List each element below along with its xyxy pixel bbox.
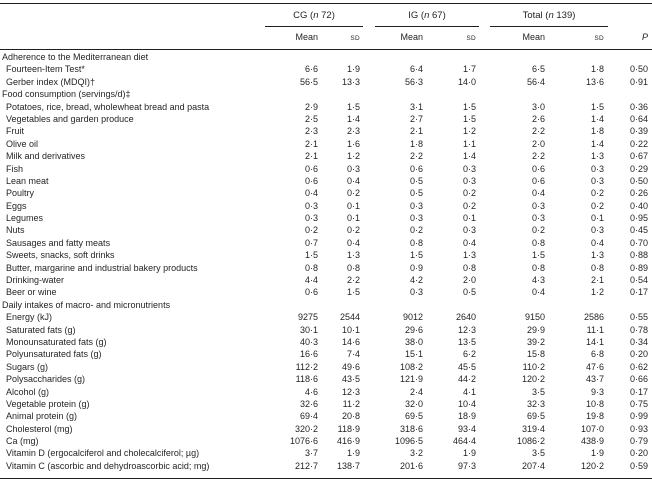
row-label: Sugars (g) <box>6 361 49 372</box>
cell-ig-sd: 0·8 <box>462 262 476 273</box>
cell-p-value: 0·39 <box>629 126 648 137</box>
row-label: Cholesterol (mg) <box>6 423 73 434</box>
cell-ig-mean: 0·9 <box>409 262 423 273</box>
cell-total-mean: 4·3 <box>531 275 545 286</box>
cell-ig-mean: 56·3 <box>404 76 423 87</box>
row-label: Lean meat <box>6 175 49 186</box>
cell-total-mean: 120·2 <box>521 374 545 385</box>
row-label: Fourteen-Item Test* <box>6 64 85 75</box>
cell-p-value: 0·17 <box>629 287 648 298</box>
cell-cg-mean: 56·5 <box>299 76 318 87</box>
cell-total-sd: 0·4 <box>590 237 604 248</box>
row-label: Poultry <box>6 188 35 199</box>
cell-cg-sd: 0·1 <box>346 200 360 211</box>
cell-total-mean: 0·4 <box>531 188 545 199</box>
cell-cg-sd: 2·3 <box>346 126 360 137</box>
cell-cg-sd: 7·4 <box>346 349 360 360</box>
cell-total-mean: 0·3 <box>531 200 545 211</box>
row-label: Polyunsaturated fats (g) <box>6 349 102 360</box>
cell-total-sd: 1·8 <box>590 64 604 75</box>
cell-p-value: 0·34 <box>629 336 648 347</box>
cell-ig-mean: 318·6 <box>399 423 423 434</box>
cell-cg-sd: 0·2 <box>346 225 360 236</box>
cell-ig-mean: 0·3 <box>409 287 423 298</box>
cell-p-value: 0·75 <box>629 398 648 409</box>
cell-total-sd: 1·4 <box>590 113 604 124</box>
cell-ig-sd: 10·4 <box>457 398 476 409</box>
cell-total-sd: 1·9 <box>590 448 604 459</box>
cell-cg-sd: 1·5 <box>346 287 360 298</box>
cell-cg-mean: 2·5 <box>304 113 318 124</box>
cell-total-sd: 19·8 <box>585 411 604 422</box>
cell-ig-mean: 0·6 <box>409 163 423 174</box>
cell-ig-sd: 1·3 <box>462 250 476 261</box>
cell-cg-mean: 320·2 <box>294 423 318 434</box>
cell-cg-sd: 0·3 <box>346 163 360 174</box>
cell-cg-sd: 1·9 <box>346 64 360 75</box>
cell-total-mean: 39·2 <box>526 336 545 347</box>
cell-ig-sd: 0·5 <box>462 287 476 298</box>
group-header-cg: CG (n 72) <box>293 10 335 21</box>
cell-total-sd: 0·3 <box>590 225 604 236</box>
cell-cg-sd: 0·4 <box>346 237 360 248</box>
cell-total-mean: 3·5 <box>531 386 545 397</box>
cell-cg-mean: 2·3 <box>304 126 318 137</box>
cell-p-value: 0·50 <box>629 175 648 186</box>
row-label: Sweets, snacks, soft drinks <box>6 250 115 261</box>
cell-total-sd: 6·8 <box>590 349 604 360</box>
cell-p-value: 0·17 <box>629 386 648 397</box>
cell-total-sd: 43·7 <box>585 374 604 385</box>
cell-ig-sd: 1·7 <box>462 64 476 75</box>
sd-header-total: SD <box>594 35 604 42</box>
cell-p-value: 0·78 <box>629 324 648 335</box>
cell-total-mean: 110·2 <box>522 361 545 372</box>
cell-cg-sd: 138·7 <box>336 460 360 471</box>
row-label: Alcohol (g) <box>6 386 50 397</box>
cell-total-sd: 0·1 <box>590 213 604 224</box>
cell-ig-sd: 13·5 <box>457 336 476 347</box>
cell-total-mean: 2·2 <box>531 126 545 137</box>
cell-cg-sd: 11·2 <box>342 398 360 409</box>
cell-total-mean: 2·2 <box>531 151 545 162</box>
cell-ig-mean: 6·4 <box>409 64 423 75</box>
row-label: Fish <box>6 163 24 174</box>
cell-cg-mean: 69·4 <box>299 411 318 422</box>
cell-ig-mean: 3·1 <box>409 101 423 112</box>
cell-cg-mean: 4·4 <box>304 275 318 286</box>
cell-total-sd: 2·1 <box>590 275 604 286</box>
cell-ig-sd: 1·5 <box>462 101 476 112</box>
row-label: Olive oil <box>6 138 39 149</box>
cell-cg-sd: 416·9 <box>336 436 360 447</box>
cell-total-mean: 9150 <box>524 312 545 323</box>
cell-total-sd: 1·8 <box>590 126 604 137</box>
row-label: Vegetables and garden produce <box>6 113 134 124</box>
cell-cg-mean: 3·7 <box>304 448 318 459</box>
cell-total-mean: 319·4 <box>521 423 545 434</box>
cell-cg-sd: 12·3 <box>341 386 360 397</box>
cell-cg-mean: 0·3 <box>304 213 318 224</box>
cell-ig-mean: 0·3 <box>409 213 423 224</box>
cell-ig-sd: 93·4 <box>457 423 476 434</box>
cell-cg-mean: 0·3 <box>304 200 318 211</box>
cell-ig-sd: 1·4 <box>462 151 476 162</box>
cell-ig-sd: 6·2 <box>462 349 476 360</box>
cell-total-sd: 0·2 <box>590 200 604 211</box>
cell-cg-mean: 0·6 <box>304 287 318 298</box>
cell-p-value: 0·55 <box>629 312 648 323</box>
row-label: Polysaccharides (g) <box>6 374 86 385</box>
cell-ig-sd: 44·2 <box>457 374 476 385</box>
cell-ig-mean: 2·1 <box>409 126 423 137</box>
cell-total-mean: 0·6 <box>531 163 545 174</box>
cell-total-sd: 0·3 <box>590 163 604 174</box>
cell-p-value: 0·45 <box>629 225 648 236</box>
cell-p-value: 0·89 <box>629 262 648 273</box>
cell-total-mean: 15·8 <box>526 349 545 360</box>
cell-total-sd: 10·8 <box>585 398 604 409</box>
cell-p-value: 0·50 <box>629 64 648 75</box>
cell-ig-sd: 1·2 <box>462 126 476 137</box>
cell-ig-mean: 2·2 <box>409 151 423 162</box>
cell-total-mean: 0·8 <box>531 237 545 248</box>
cell-cg-sd: 0·1 <box>346 213 360 224</box>
cell-p-value: 0·99 <box>629 411 648 422</box>
cell-p-value: 0·64 <box>629 113 648 124</box>
cell-total-sd: 9·3 <box>590 386 604 397</box>
cell-ig-sd: 0·2 <box>462 188 476 199</box>
cell-ig-mean: 4·2 <box>409 275 423 286</box>
cell-cg-sd: 2·2 <box>346 275 360 286</box>
cell-p-value: 0·66 <box>629 374 648 385</box>
cell-p-value: 0·95 <box>629 213 648 224</box>
cell-cg-mean: 6·6 <box>304 64 318 75</box>
cell-p-value: 0·79 <box>629 436 648 447</box>
cell-p-value: 0·70 <box>629 237 648 248</box>
cell-ig-sd: 0·4 <box>462 237 476 248</box>
sd-header-ig: SD <box>466 35 476 42</box>
cell-ig-mean: 29·6 <box>404 324 423 335</box>
cell-total-sd: 11·1 <box>586 324 604 335</box>
cell-total-sd: 0·3 <box>590 175 604 186</box>
row-label: Vitamin D (ergocalciferol and cholecalciferol; µg) <box>6 448 200 459</box>
cell-total-sd: 0·2 <box>590 188 604 199</box>
cell-cg-mean: 2·1 <box>304 151 318 162</box>
mean-header-total: Mean <box>522 32 545 42</box>
row-label: Fruit <box>6 126 24 137</box>
cell-ig-mean: 2·7 <box>409 113 423 124</box>
cell-total-sd: 0·8 <box>590 262 604 273</box>
cell-p-value: 0·91 <box>629 76 648 87</box>
cell-total-sd: 1·5 <box>590 101 604 112</box>
cell-total-sd: 2586 <box>583 312 604 323</box>
p-value-header: P <box>641 32 648 42</box>
row-label: Potatoes, rice, bread, wholewheat bread and pasta <box>6 101 210 112</box>
cell-ig-mean: 2·4 <box>409 386 423 397</box>
cell-cg-sd: 118·9 <box>337 423 360 434</box>
cell-total-sd: 13·6 <box>585 76 604 87</box>
group-rule-ig <box>375 26 479 27</box>
row-label: Eggs <box>6 200 27 211</box>
cell-ig-sd: 0·3 <box>462 163 476 174</box>
cell-cg-sd: 10·1 <box>341 324 360 335</box>
cell-p-value: 0·67 <box>629 151 648 162</box>
row-label: Monounsaturated fats (g) <box>6 336 107 347</box>
cell-ig-sd: 0·3 <box>462 225 476 236</box>
cell-total-mean: 0·8 <box>531 262 545 273</box>
cell-total-mean: 6·5 <box>531 64 545 75</box>
cell-cg-sd: 0·4 <box>346 175 360 186</box>
cell-p-value: 0·36 <box>629 101 648 112</box>
cell-total-mean: 3·0 <box>531 101 545 112</box>
section-heading: Adherence to the Mediterranean diet <box>2 52 149 62</box>
cell-cg-mean: 4·6 <box>304 386 318 397</box>
cell-cg-sd: 1·5 <box>346 101 360 112</box>
cell-p-value: 0·88 <box>629 250 648 261</box>
cell-total-mean: 1·5 <box>531 250 545 261</box>
sd-header-cg: SD <box>350 35 360 42</box>
cell-p-value: 0·29 <box>629 163 648 174</box>
cell-total-mean: 0·3 <box>531 213 545 224</box>
cell-cg-sd: 1·9 <box>346 448 360 459</box>
row-label: Nuts <box>6 225 25 236</box>
cell-cg-mean: 16·6 <box>299 349 318 360</box>
cell-total-mean: 1086·2 <box>516 436 545 447</box>
cell-cg-mean: 0·8 <box>304 262 318 273</box>
group-rule-cg <box>265 26 363 27</box>
cell-p-value: 0·26 <box>629 188 648 199</box>
cell-cg-sd: 1·3 <box>346 250 360 261</box>
row-label: Butter, margarine and industrial bakery products <box>6 262 198 273</box>
table-bottom-rule <box>0 478 652 479</box>
cell-ig-mean: 0·3 <box>409 200 423 211</box>
cell-cg-sd: 20·8 <box>341 411 360 422</box>
cell-total-sd: 438·9 <box>580 436 604 447</box>
row-label: Vitamin C (ascorbic and dehydroascorbic acid; mg) <box>6 460 210 471</box>
cell-total-mean: 32·3 <box>526 398 545 409</box>
row-label: Beer or wine <box>6 287 57 298</box>
cell-total-mean: 207·4 <box>521 460 545 471</box>
row-label: Sausages and fatty meats <box>6 237 111 248</box>
cell-total-sd: 107·0 <box>580 423 604 434</box>
cell-total-mean: 0·6 <box>531 175 545 186</box>
cell-total-sd: 1·2 <box>590 287 604 298</box>
cell-p-value: 0·22 <box>629 138 648 149</box>
cell-ig-mean: 201·6 <box>399 460 423 471</box>
cell-cg-mean: 0·6 <box>304 163 318 174</box>
cell-ig-sd: 97·3 <box>457 460 476 471</box>
cell-ig-mean: 108·2 <box>399 361 423 372</box>
cell-total-mean: 2·6 <box>531 113 545 124</box>
cell-ig-mean: 0·5 <box>409 175 423 186</box>
cell-ig-sd: 2640 <box>455 312 476 323</box>
cell-total-sd: 47·6 <box>585 361 604 372</box>
cell-total-mean: 3·5 <box>531 448 545 459</box>
cell-total-mean: 0·2 <box>531 225 545 236</box>
cell-cg-sd: 0·8 <box>346 262 360 273</box>
cell-ig-sd: 45·5 <box>457 361 476 372</box>
row-label: Saturated fats (g) <box>6 324 76 335</box>
cell-cg-mean: 0·7 <box>304 237 318 248</box>
row-label: Energy (kJ) <box>6 312 53 323</box>
cell-p-value: 0·20 <box>629 349 648 360</box>
cell-cg-sd: 13·3 <box>341 76 360 87</box>
cell-cg-sd: 49·6 <box>341 361 360 372</box>
cell-cg-sd: 1·6 <box>346 138 360 149</box>
cell-ig-sd: 1·9 <box>462 448 476 459</box>
cell-cg-sd: 14·6 <box>341 336 360 347</box>
cell-p-value: 0·54 <box>629 275 648 286</box>
cell-ig-mean: 3·2 <box>409 448 423 459</box>
mean-header-cg: Mean <box>295 32 318 42</box>
cell-cg-mean: 32·6 <box>299 398 318 409</box>
cell-cg-mean: 9275 <box>297 312 318 323</box>
cell-ig-sd: 14·0 <box>457 76 476 87</box>
cell-total-mean: 29·9 <box>526 324 545 335</box>
cell-ig-mean: 0·2 <box>409 225 423 236</box>
cell-ig-sd: 464·4 <box>452 436 476 447</box>
cell-ig-mean: 15·1 <box>404 349 423 360</box>
cell-cg-sd: 2544 <box>339 312 360 323</box>
table-top-rule <box>0 3 652 4</box>
mean-header-ig: Mean <box>400 32 423 42</box>
cell-ig-mean: 121·9 <box>399 374 423 385</box>
cell-cg-sd: 1·2 <box>346 151 360 162</box>
cell-ig-mean: 38·0 <box>404 336 423 347</box>
cell-ig-sd: 4·1 <box>462 386 476 397</box>
section-heading: Daily intakes of macro- and micronutrients <box>2 299 171 310</box>
cell-ig-sd: 0·1 <box>462 213 476 224</box>
cell-ig-mean: 69·5 <box>404 411 423 422</box>
cell-cg-mean: 0·6 <box>304 175 318 186</box>
cell-ig-sd: 18·9 <box>457 411 476 422</box>
cell-ig-sd: 12·3 <box>457 324 476 335</box>
cell-p-value: 0·93 <box>629 423 648 434</box>
cell-p-value: 0·20 <box>629 448 648 459</box>
cell-total-mean: 0·4 <box>531 287 545 298</box>
cell-ig-mean: 1096·5 <box>394 436 423 447</box>
cell-total-sd: 1·4 <box>590 138 604 149</box>
row-label: Milk and derivatives <box>6 151 86 162</box>
cell-ig-mean: 0·8 <box>409 237 423 248</box>
cell-cg-sd: 0·2 <box>346 188 360 199</box>
cell-cg-mean: 112·2 <box>295 361 318 372</box>
cell-cg-sd: 43·5 <box>341 374 360 385</box>
cell-total-sd: 120·2 <box>580 460 604 471</box>
cell-cg-mean: 2·1 <box>304 138 318 149</box>
group-header-ig: IG (n 67) <box>408 10 446 21</box>
cell-ig-mean: 0·5 <box>409 188 423 199</box>
cell-total-sd: 1·3 <box>590 250 604 261</box>
cell-ig-sd: 0·3 <box>462 175 476 186</box>
cell-ig-sd: 1·5 <box>462 113 476 124</box>
cell-cg-mean: 40·3 <box>299 336 318 347</box>
cell-cg-mean: 118·6 <box>295 374 318 385</box>
cell-cg-mean: 1076·6 <box>289 436 318 447</box>
group-rule-total <box>490 26 608 27</box>
row-label: Animal protein (g) <box>6 411 78 422</box>
cell-total-sd: 14·1 <box>585 336 604 347</box>
cell-ig-mean: 32·0 <box>404 398 423 409</box>
cell-ig-mean: 9012 <box>402 312 423 323</box>
cell-ig-mean: 1·5 <box>409 250 423 261</box>
cell-p-value: 0·40 <box>629 200 648 211</box>
row-label: Vegetable protein (g) <box>6 398 90 409</box>
cell-total-sd: 1·3 <box>590 151 604 162</box>
cell-ig-sd: 2·0 <box>462 275 476 286</box>
cell-p-value: 0·62 <box>629 361 648 372</box>
cell-total-mean: 69·5 <box>526 411 545 422</box>
cell-cg-mean: 0·2 <box>304 225 318 236</box>
cell-ig-sd: 0·2 <box>462 200 476 211</box>
cell-cg-mean: 30·1 <box>299 324 318 335</box>
cell-cg-mean: 2·9 <box>304 101 318 112</box>
cell-ig-mean: 1·8 <box>409 138 423 149</box>
header-bottom-rule <box>0 49 652 50</box>
cell-cg-mean: 212·7 <box>294 460 318 471</box>
group-header-total: Total (n 139) <box>522 10 576 21</box>
section-heading: Food consumption (servings/d)‡ <box>2 89 131 100</box>
cell-total-mean: 2·0 <box>531 138 545 149</box>
cell-cg-mean: 0·4 <box>304 188 318 199</box>
cell-total-mean: 56·4 <box>526 76 545 87</box>
cell-p-value: 0·59 <box>629 460 648 471</box>
row-label: Drinking-water <box>6 275 65 286</box>
cell-ig-sd: 1·1 <box>462 138 476 149</box>
cell-cg-sd: 1·4 <box>346 113 360 124</box>
row-label: Gerber index (MDQI)† <box>6 76 96 87</box>
row-label: Legumes <box>6 213 44 224</box>
row-label: Ca (mg) <box>6 436 39 447</box>
cell-cg-mean: 1·5 <box>304 250 318 261</box>
